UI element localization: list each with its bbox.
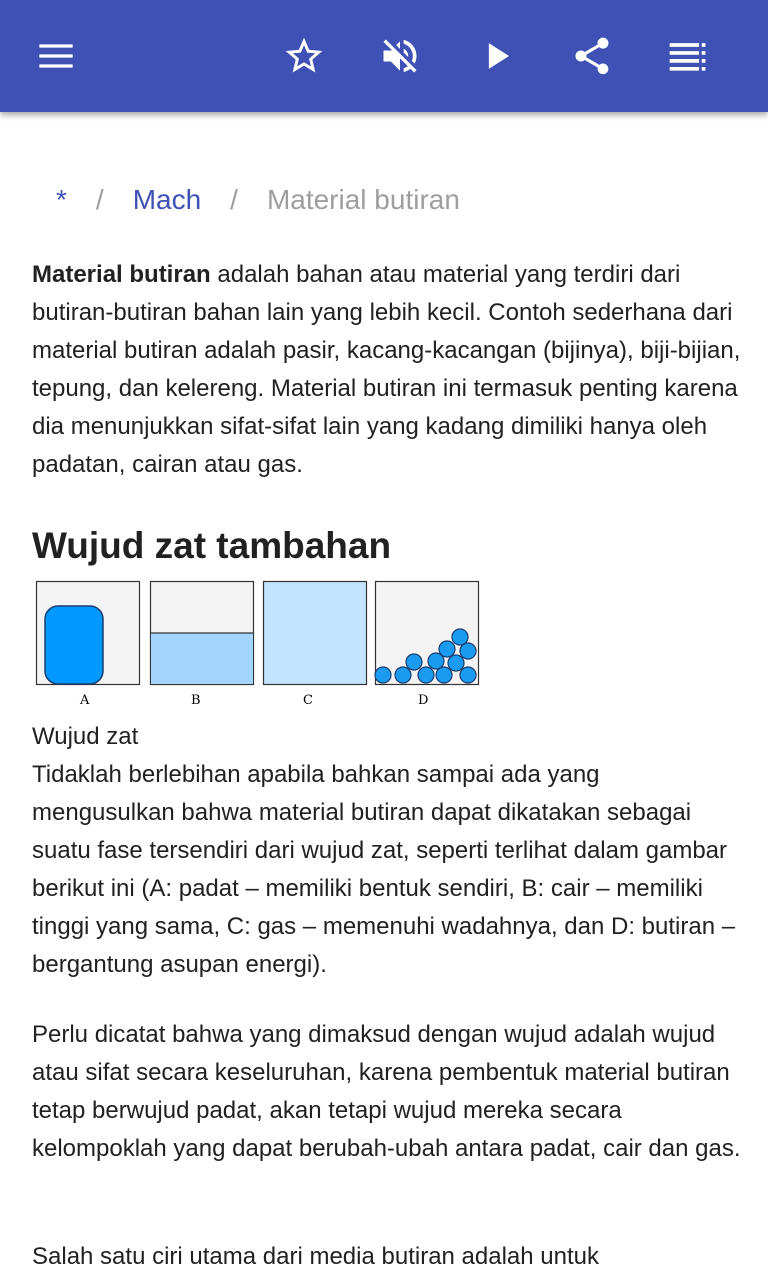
intro-text: adalah bahan atau material yang terdiri dari butiran-butiran bahan lain yang lebih kecil. Contoh sederhana dari material butiran adalah pasir, kacang-kacangan (bijinya), biji-bijian, tepung, dan kelereng. Material butiran ini termasuk penting karena dia menunjukkan sifat-sifat lain yang kadang dimiliki hanya oleh padatan, cairan atau gas. [32,261,741,478]
liquid-fill [151,633,253,684]
figure-label-a: A [80,693,90,708]
play-icon [476,34,520,78]
panel-c [264,582,367,685]
breadcrumb-separator: / [230,184,238,215]
figure-caption: Wujud zat [32,723,139,750]
states-of-matter-figure[interactable] [32,578,484,712]
figure-label-c: C [303,693,313,708]
breadcrumb-parent-link[interactable]: Mach [132,184,202,215]
breadcrumb [56,182,460,218]
volume-off-icon [378,34,422,78]
figure-label-b: B [191,693,201,708]
intro-paragraph [32,256,744,484]
paragraph-2: Tidaklah berlebihan apabila bahkan sampai ada yang mengusulkan bahwa material butiran dapat dikatakan sebagai suatu fase tersendiri dari wujud zat, seperti terlihat dalam gambar berikut ini (A: padat – memiliki bentuk sendiri, B: cair – memiliki tinggi yang sama, C: gas – memenuhi wadahnya, dan D: butiran – bergantung asupan energi). [32,761,736,978]
breadcrumb-home-link[interactable]: * [56,184,67,215]
share-icon [570,34,614,78]
solid-block [45,606,103,684]
menu-button[interactable] [24,24,88,88]
star-icon [282,34,326,78]
paragraph-4: Salah satu ciri utama dari media butiran adalah untuk [32,1243,599,1270]
menu-icon [36,36,76,76]
contents-button[interactable] [656,24,720,88]
intro-term: Material butiran [32,261,211,288]
paragraph-3: Perlu dicatat bahwa yang dimaksud dengan wujud adalah wujud atau sifat secara keseluruhan, karena pembentuk material butiran tetap berwujud padat, akan tetapi wujud mereka secara kelompoklah yang dapat berubah-ubah antara padat, cair dan gas. [32,1021,741,1162]
breadcrumb-separator: / [95,184,104,215]
figure-label-d: D [418,693,429,708]
app-bar [0,0,768,112]
play-button[interactable] [466,24,530,88]
share-button[interactable] [560,24,624,88]
favorite-button[interactable] [272,24,336,88]
section-heading: Wujud zat tambahan [32,525,392,566]
playlist-icon [666,34,710,78]
breadcrumb-current: Material butiran [266,184,460,215]
mute-button[interactable] [368,24,432,88]
